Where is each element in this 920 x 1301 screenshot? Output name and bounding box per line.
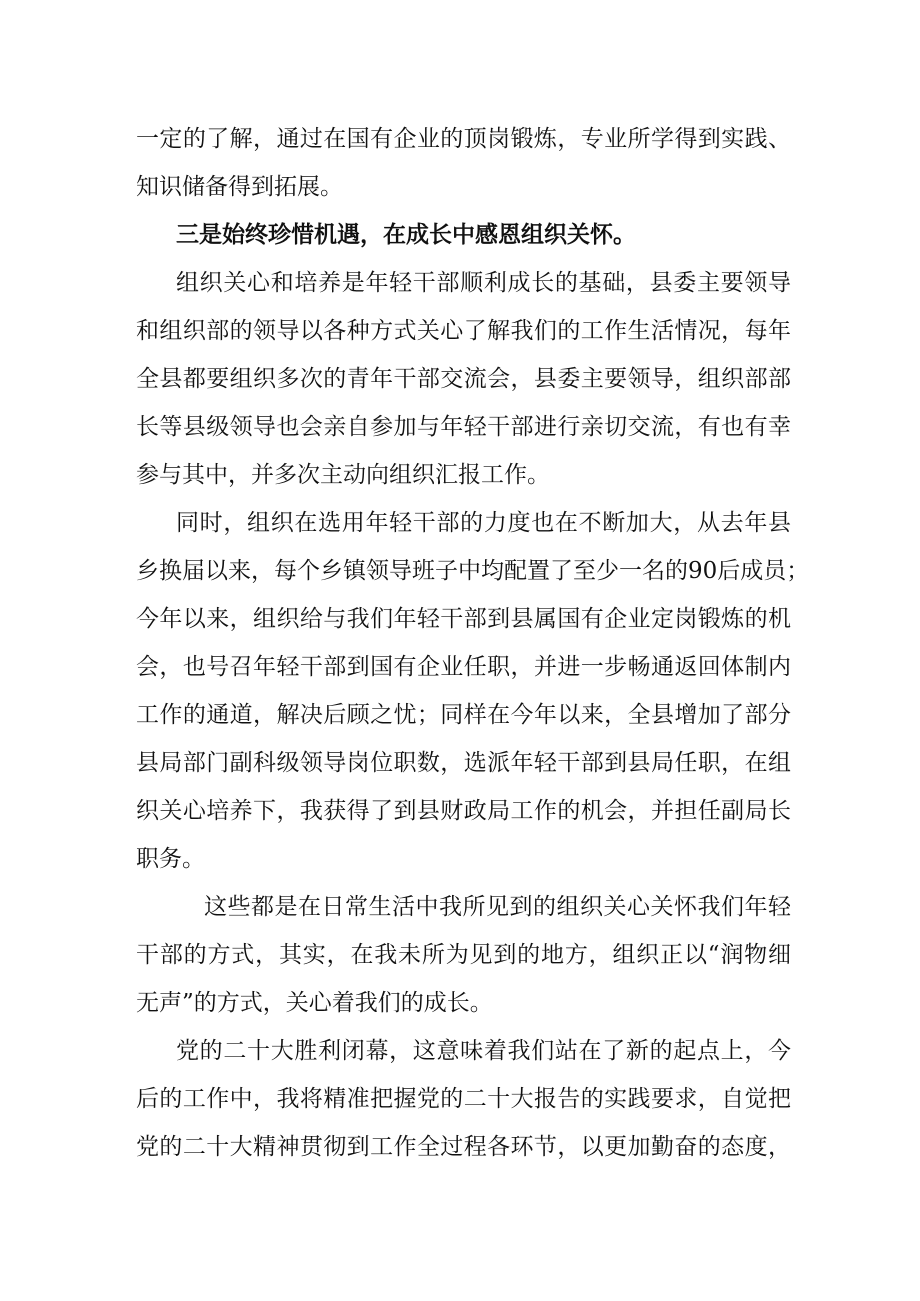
paragraph-line: 后的工作中，我将精准把握党的二十大报告的实践要求，自觉把 [136, 1086, 791, 1112]
section-heading: 三是始终珍惜机遇，在成长中感恩组织关怀。 [176, 221, 636, 248]
paragraph-line: 织关心培养下，我获得了到县财政局工作的机会，并担任副局长 [136, 798, 791, 824]
paragraph-line: 这些都是在日常生活中我所见到的组织关心关怀我们年轻 [204, 894, 791, 920]
paragraph-line: 知识储备得到拓展。 [136, 174, 343, 200]
paragraph-line: 和组织部的领导以各种方式关心了解我们的工作生活情况，每年 [136, 318, 791, 344]
paragraph-line: 乡换届以来，每个乡镇领导班子中均配置了至少一名的90后成员； [136, 558, 810, 584]
paragraph-line: 全县都要组织多次的青年干部交流会，县委主要领导，组织部部 [136, 366, 791, 392]
paragraph-line: 同时，组织在选用年轻干部的力度也在不断加大，从去年县 [176, 510, 791, 536]
paragraph-line: 无声”的方式，关心着我们的成长。 [136, 990, 493, 1016]
paragraph-line: 会，也号召年轻干部到国有企业任职，并进一步畅通返回体制内 [136, 654, 791, 680]
paragraph-line: 长等县级领导也会亲自参加与年轻干部进行亲切交流，有也有幸 [136, 414, 791, 440]
paragraph-line: 县局部门副科级领导岗位职数，选派年轻干部到县局任职，在组 [136, 750, 791, 776]
paragraph-line: 参与其中，并多次主动向组织汇报工作。 [136, 462, 550, 488]
paragraph-line: 党的二十大精神贯彻到工作全过程各环节，以更加勤奋的态度， [136, 1134, 791, 1160]
paragraph-line: 组织关心和培养是年轻干部顺利成长的基础，县委主要领导 [176, 270, 791, 296]
paragraph-line: 今年以来，组织给与我们年轻干部到县属国有企业定岗锻炼的机 [136, 606, 791, 632]
paragraph-line: 工作的通道，解决后顾之忧；同样在今年以来，全县增加了部分 [136, 702, 791, 728]
paragraph-line: 党的二十大胜利闭幕，这意味着我们站在了新的起点上，今 [176, 1038, 791, 1064]
paragraph-line: 一定的了解，通过在国有企业的顶岗锻炼，专业所学得到实践、 [136, 126, 791, 152]
paragraph-line: 干部的方式，其实，在我未所为见到的地方，组织正以“润物细 [136, 942, 791, 968]
paragraph-line: 职务。 [136, 846, 205, 872]
